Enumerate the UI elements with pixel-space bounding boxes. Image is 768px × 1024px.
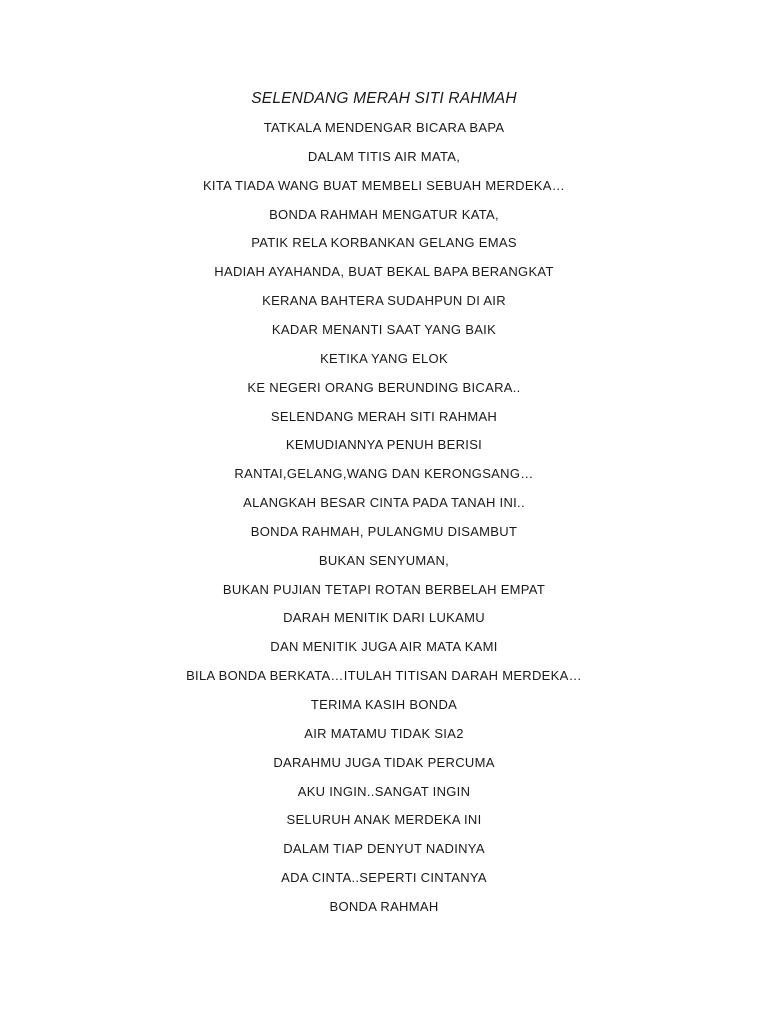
poem-line: BUKAN PUJIAN TETAPI ROTAN BERBELAH EMPAT	[222, 582, 546, 597]
poem-line: KE NEGERI ORANG BERUNDING BICARA..	[247, 380, 521, 395]
poem-line: ADA CINTA..SEPERTI CINTANYA	[281, 870, 487, 885]
poem-line: BONDA RAHMAH MENGATUR KATA,	[269, 207, 499, 222]
poem-line: BILA BONDA BERKATA…ITULAH TITISAN DARAH MERDEKA…	[186, 668, 582, 683]
poem-line: RANTAI,GELANG,WANG DAN KERONGSANG…	[234, 466, 534, 481]
poem-line: AKU INGIN..SANGAT INGIN	[297, 784, 471, 799]
poem-line: DAN MENITIK JUGA AIR MATA KAMI	[270, 639, 498, 654]
poem-line: AIR MATAMU TIDAK SIA2	[304, 726, 464, 741]
poem-line: SELENDANG MERAH SITI RAHMAH	[270, 409, 498, 424]
poem-line: KEMUDIANNYA PENUH BERISI	[285, 437, 483, 452]
poem-line: KADAR MENANTI SAAT YANG BAIK	[271, 322, 497, 337]
poem-title: SELENDANG MERAH SITI RAHMAH	[251, 90, 517, 107]
poem-line: HADIAH AYAHANDA, BUAT BEKAL BAPA BERANGKAT	[214, 264, 554, 279]
poem-line: DALAM TITIS AIR MATA,	[307, 149, 461, 164]
poem-line: KERANA BAHTERA SUDAHPUN DI AIR	[262, 293, 506, 308]
poem-line: BONDA RAHMAH, PULANGMU DISAMBUT	[250, 524, 518, 539]
poem-line: SELURUH ANAK MERDEKA INI	[286, 812, 482, 827]
poem-line: DARAH MENITIK DARI LUKAMU	[283, 610, 485, 625]
poem-line: BUKAN SENYUMAN,	[318, 553, 450, 568]
poem-line: DARAHMU JUGA TIDAK PERCUMA	[273, 755, 495, 770]
poem-line: BONDA RAHMAH	[329, 899, 439, 914]
poem-line: PATIK RELA KORBANKAN GELANG EMAS	[251, 235, 517, 250]
poem-line: ALANGKAH BESAR CINTA PADA TANAH INI..	[243, 495, 525, 510]
poem-line: TATKALA MENDENGAR BICARA BAPA	[263, 120, 505, 135]
poem-line: KITA TIADA WANG BUAT MEMBELI SEBUAH MERDEKA…	[202, 178, 566, 193]
poem-line: TERIMA KASIH BONDA	[310, 697, 458, 712]
poem-line: DALAM TIAP DENYUT NADINYA	[283, 841, 485, 856]
poem-line: KETIKA YANG ELOK	[320, 351, 448, 366]
